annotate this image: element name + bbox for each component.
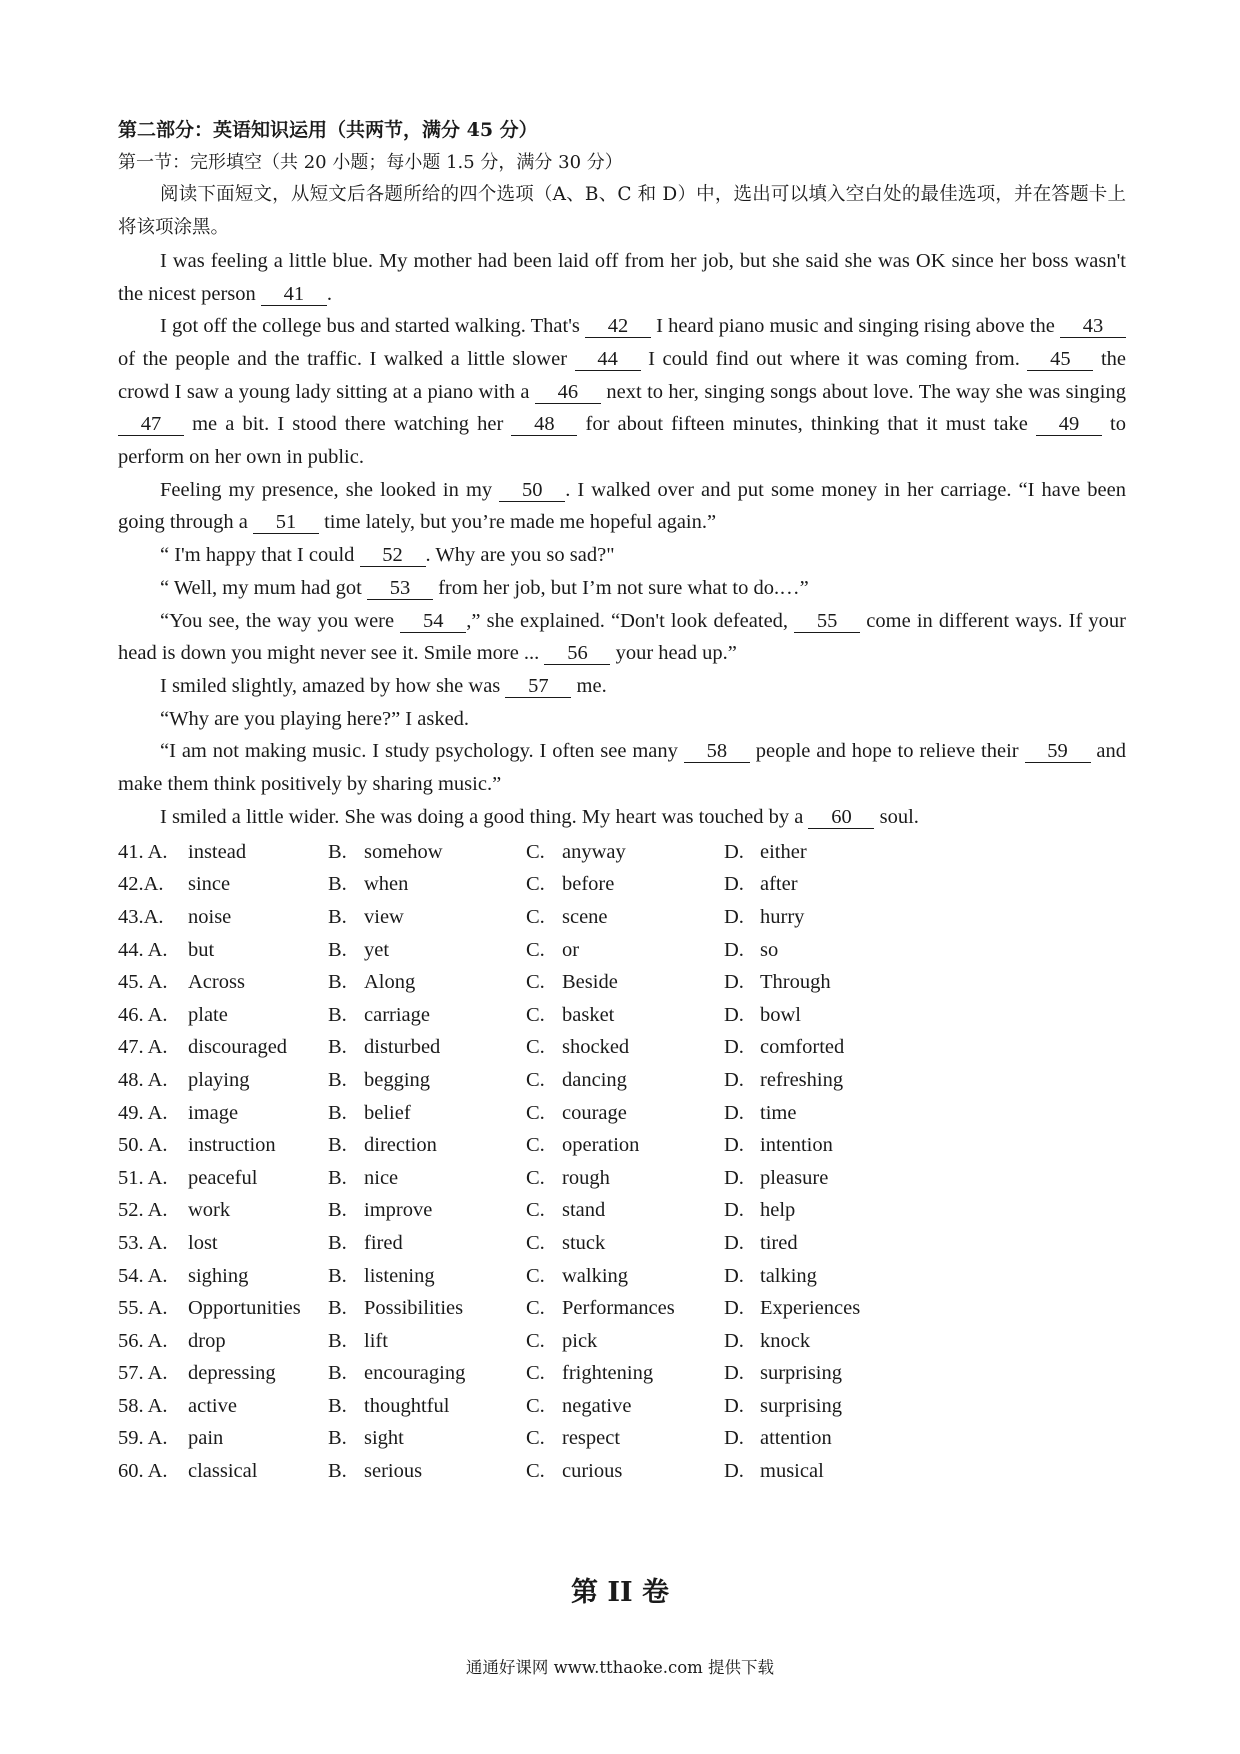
question-number: 41. A. — [118, 840, 168, 863]
option-choice-4 — [724, 971, 974, 994]
choice-a: instead — [188, 840, 247, 863]
question-number: 53. A. — [118, 1231, 168, 1254]
choice-b: serious — [364, 1460, 423, 1483]
choice-b: disturbed — [364, 1036, 441, 1059]
option-choice-4 — [724, 1395, 974, 1418]
option-row — [118, 1195, 1126, 1228]
question-number: 56. A. — [118, 1329, 168, 1352]
question-number: 49. A. — [118, 1101, 168, 1124]
blank-59: 59 — [1025, 740, 1091, 763]
option-choice-3 — [526, 939, 724, 962]
option-choice-2 — [328, 1167, 526, 1190]
choice-a: pain — [188, 1427, 224, 1450]
option-row — [118, 1292, 1126, 1325]
letter-d: D. — [724, 1264, 744, 1287]
option-row — [118, 1455, 1126, 1488]
instructions: 阅读下面短文，从短文后各题所给的四个选项（A、B、C 和 D）中，选出可以填入空白处的最佳选项，并在答题卡上将该项涂黑。 — [118, 184, 1126, 239]
letter-c: C. — [526, 1264, 545, 1287]
option-choice-4 — [724, 1102, 974, 1125]
option-row — [118, 1097, 1126, 1130]
choice-d: Through — [760, 971, 831, 994]
option-choice-3 — [526, 1036, 724, 1059]
choice-c: Beside — [562, 971, 618, 994]
option-choice-3 — [526, 1167, 724, 1190]
option-row — [118, 901, 1126, 934]
choice-b: carriage — [364, 1003, 430, 1026]
option-choice-3 — [526, 1265, 724, 1288]
choice-b: when — [364, 873, 409, 896]
blank-48: 48 — [511, 413, 577, 436]
letter-c: C. — [526, 1427, 545, 1450]
letter-c: C. — [526, 873, 545, 896]
letter-d: D. — [724, 1460, 744, 1483]
blank-41: 41 — [261, 283, 327, 306]
option-choice-3 — [526, 971, 724, 994]
option-row — [118, 1325, 1126, 1358]
letter-b: B. — [328, 1134, 347, 1157]
letter-d: D. — [724, 1036, 744, 1059]
option-choice-4 — [724, 1330, 974, 1353]
option-choice-1 — [118, 906, 328, 929]
option-choice-3 — [526, 1232, 724, 1255]
option-choice-3 — [526, 1134, 724, 1157]
option-choice-2 — [328, 1297, 526, 1320]
option-row — [118, 1423, 1126, 1456]
letter-d: D. — [724, 905, 744, 928]
letter-c: C. — [526, 1394, 545, 1417]
option-choice-2 — [328, 1265, 526, 1288]
option-choice-3 — [526, 1362, 724, 1385]
choice-d: Experiences — [760, 1297, 861, 1320]
letter-c: C. — [526, 971, 545, 994]
choice-a: peaceful — [188, 1166, 258, 1189]
option-row — [118, 836, 1126, 869]
letter-d: D. — [724, 971, 744, 994]
choice-a: classical — [188, 1460, 258, 1483]
question-number: 44. A. — [118, 938, 168, 961]
letter-d: D. — [724, 1134, 744, 1157]
section-title: 第一节：完形填空（共 20 小题；每小题 1.5 分，满分 30 分） — [118, 151, 623, 173]
choice-a: depressing — [188, 1362, 276, 1385]
option-choice-1 — [118, 1199, 328, 1222]
choice-a: instruction — [188, 1134, 276, 1157]
question-number: 57. A. — [118, 1362, 168, 1385]
choice-b: Along — [364, 971, 416, 994]
option-choice-3 — [526, 1460, 724, 1483]
option-choice-4 — [724, 906, 974, 929]
letter-c: C. — [526, 1101, 545, 1124]
option-choice-2 — [328, 971, 526, 994]
choice-c: stuck — [562, 1231, 606, 1254]
choice-d: after — [760, 873, 798, 896]
letter-d: D. — [724, 1329, 744, 1352]
choice-a: work — [188, 1199, 231, 1222]
letter-d: D. — [724, 1231, 744, 1254]
letter-b: B. — [328, 1264, 347, 1287]
choice-c: walking — [562, 1264, 629, 1287]
option-row — [118, 1129, 1126, 1162]
option-choice-2 — [328, 1036, 526, 1059]
option-choice-2 — [328, 1102, 526, 1125]
option-row — [118, 1162, 1126, 1195]
choice-d: tired — [760, 1231, 798, 1254]
blank-51: 51 — [253, 511, 319, 534]
blank-49: 49 — [1036, 413, 1102, 436]
choice-a: drop — [188, 1329, 226, 1352]
option-choice-3 — [526, 1297, 724, 1320]
letter-b: B. — [328, 1362, 347, 1385]
option-row — [118, 869, 1126, 902]
question-number: 42.A. — [118, 873, 164, 896]
option-choice-1 — [118, 1362, 328, 1385]
letter-d: D. — [724, 1394, 744, 1417]
option-choice-3 — [526, 1395, 724, 1418]
blank-58: 58 — [684, 740, 750, 763]
letter-b: B. — [328, 938, 347, 961]
option-row — [118, 1260, 1126, 1293]
option-choice-1 — [118, 971, 328, 994]
choice-c: or — [562, 938, 580, 961]
choice-d: knock — [760, 1329, 811, 1352]
choice-d: time — [760, 1101, 797, 1124]
question-number: 47. A. — [118, 1036, 168, 1059]
choice-d: hurry — [760, 905, 805, 928]
option-choice-1 — [118, 1134, 328, 1157]
option-choice-2 — [328, 1395, 526, 1418]
choice-d: surprising — [760, 1394, 842, 1417]
option-choice-1 — [118, 1232, 328, 1255]
letter-b: B. — [328, 1068, 347, 1091]
letter-b: B. — [328, 1329, 347, 1352]
blank-44: 44 — [575, 348, 641, 371]
passage-paragraph-2: I got off the college bus and started walking. That's 42 I heard piano music and singing rising above the 43 of the people and the traffic. I walked a little slower 44 I could find out where it was coming from. 45 the crowd I saw a young lady sitting at a piano with a 46 next to her, singing songs about love. The way she was singing 47 me a bit. I stood there watching her 48 for about fifteen minutes, thinking that it must take 49 to perform on her own in public. — [118, 315, 1126, 469]
blank-42: 42 — [585, 315, 651, 338]
choice-c: courage — [562, 1101, 627, 1124]
option-row — [118, 1227, 1126, 1260]
option-choice-2 — [328, 939, 526, 962]
option-choice-4 — [724, 1362, 974, 1385]
option-row — [118, 1358, 1126, 1391]
choice-b: view — [364, 905, 404, 928]
option-choice-4 — [724, 1134, 974, 1157]
passage-paragraph-9: “I am not making music. I study psychology. I often see many 58 people and hope to relieve their 59 and make them think positively by sharing music.” — [118, 740, 1127, 796]
choice-b: sight — [364, 1427, 404, 1450]
letter-c: C. — [526, 1231, 545, 1254]
letter-b: B. — [328, 1460, 347, 1483]
choice-c: basket — [562, 1003, 615, 1026]
option-choice-1 — [118, 1460, 328, 1483]
option-choice-3 — [526, 1102, 724, 1125]
choice-a: Opportunities — [188, 1297, 301, 1320]
choice-b: somehow — [364, 840, 443, 863]
choice-a: lost — [188, 1231, 218, 1254]
choice-c: rough — [562, 1166, 610, 1189]
passage-paragraph-10: I smiled a little wider. She was doing a good thing. My heart was touched by a 60 soul. — [160, 805, 919, 828]
choice-d: pleasure — [760, 1166, 829, 1189]
letter-c: C. — [526, 1166, 545, 1189]
option-choice-1 — [118, 1330, 328, 1353]
choice-d: comforted — [760, 1036, 845, 1059]
choice-c: operation — [562, 1134, 640, 1157]
choice-c: scene — [562, 905, 608, 928]
option-choice-4 — [724, 1069, 974, 1092]
letter-c: C. — [526, 1362, 545, 1385]
option-choice-3 — [526, 906, 724, 929]
choice-d: either — [760, 840, 807, 863]
option-choice-1 — [118, 1102, 328, 1125]
letter-d: D. — [724, 1068, 744, 1091]
option-choice-2 — [328, 1069, 526, 1092]
blank-45: 45 — [1027, 348, 1093, 371]
option-choice-1 — [118, 1265, 328, 1288]
option-choice-2 — [328, 1330, 526, 1353]
letter-b: B. — [328, 1036, 347, 1059]
letter-d: D. — [724, 1166, 744, 1189]
letter-c: C. — [526, 1460, 545, 1483]
footer-source: 通通好课网 www.tthaoke.com 提供下载 — [465, 1658, 775, 1677]
blank-60: 60 — [808, 806, 874, 829]
option-choice-2 — [328, 1199, 526, 1222]
option-choice-2 — [328, 841, 526, 864]
choice-d: talking — [760, 1264, 817, 1287]
option-choice-1 — [118, 841, 328, 864]
question-number: 52. A. — [118, 1199, 168, 1222]
choice-c: Performances — [562, 1297, 675, 1320]
choice-d: musical — [760, 1460, 824, 1483]
question-number: 45. A. — [118, 971, 168, 994]
option-choice-1 — [118, 1427, 328, 1450]
letter-b: B. — [328, 1166, 347, 1189]
option-choice-3 — [526, 873, 724, 896]
letter-b: B. — [328, 1199, 347, 1222]
choice-c: frightening — [562, 1362, 654, 1385]
choice-a: discouraged — [188, 1036, 288, 1059]
option-choice-4 — [724, 873, 974, 896]
letter-c: C. — [526, 1297, 545, 1320]
question-number: 43.A. — [118, 905, 164, 928]
choice-d: attention — [760, 1427, 832, 1450]
letter-b: B. — [328, 1427, 347, 1450]
blank-56: 56 — [544, 642, 610, 665]
option-choice-2 — [328, 1460, 526, 1483]
passage-paragraph-7: I smiled slightly, amazed by how she was 57 me. — [160, 674, 607, 697]
option-choice-4 — [724, 1460, 974, 1483]
blank-54: 54 — [400, 610, 466, 633]
option-choice-1 — [118, 873, 328, 896]
choice-d: so — [760, 938, 779, 961]
option-choice-2 — [328, 1427, 526, 1450]
choice-a: plate — [188, 1003, 228, 1026]
choice-b: yet — [364, 938, 390, 961]
blank-57: 57 — [505, 675, 571, 698]
letter-d: D. — [724, 1199, 744, 1222]
choice-c: respect — [562, 1427, 621, 1450]
option-choice-3 — [526, 1199, 724, 1222]
blank-47: 47 — [118, 413, 184, 436]
choice-d: intention — [760, 1134, 833, 1157]
letter-d: D. — [724, 1003, 744, 1026]
choice-b: thoughtful — [364, 1394, 450, 1417]
question-number: 58. A. — [118, 1394, 168, 1417]
letter-d: D. — [724, 873, 744, 896]
passage-paragraph-3: Feeling my presence, she looked in my 50 . I walked over and put some money in her carriage. “I have been going through a 51 time lately, but you’re made me hopeful again.” — [118, 478, 1126, 534]
letter-d: D. — [724, 938, 744, 961]
letter-b: B. — [328, 1101, 347, 1124]
choice-d: bowl — [760, 1003, 801, 1026]
choice-d: help — [760, 1199, 796, 1222]
letter-c: C. — [526, 1329, 545, 1352]
question-number: 55. A. — [118, 1297, 168, 1320]
letter-b: B. — [328, 1231, 347, 1254]
option-choice-4 — [724, 1297, 974, 1320]
choice-c: shocked — [562, 1036, 630, 1059]
option-choice-4 — [724, 1265, 974, 1288]
blank-46: 46 — [535, 381, 601, 404]
passage-paragraph-8: “Why are you playing here?” I asked. — [160, 707, 470, 730]
option-choice-2 — [328, 906, 526, 929]
letter-d: D. — [724, 1101, 744, 1124]
option-row — [118, 999, 1126, 1032]
letter-c: C. — [526, 840, 545, 863]
choice-c: negative — [562, 1394, 632, 1417]
choice-b: lift — [364, 1329, 388, 1352]
option-choice-1 — [118, 1167, 328, 1190]
letter-b: B. — [328, 971, 347, 994]
option-row — [118, 934, 1126, 967]
choice-b: direction — [364, 1134, 437, 1157]
part-title: 第二部分：英语知识运用（共两节，满分 45 分） — [118, 119, 538, 141]
choice-c: pick — [562, 1329, 598, 1352]
choice-b: listening — [364, 1264, 435, 1287]
option-choice-3 — [526, 1004, 724, 1027]
letter-b: B. — [328, 905, 347, 928]
letter-b: B. — [328, 1297, 347, 1320]
blank-43: 43 — [1060, 315, 1126, 338]
option-choice-4 — [724, 841, 974, 864]
option-choice-2 — [328, 1004, 526, 1027]
choice-a: since — [188, 873, 231, 896]
blank-55: 55 — [794, 610, 860, 633]
option-choice-1 — [118, 1297, 328, 1320]
blank-53: 53 — [367, 577, 433, 600]
letter-c: C. — [526, 1036, 545, 1059]
choice-d: surprising — [760, 1362, 842, 1385]
letter-d: D. — [724, 1362, 744, 1385]
choice-a: Across — [188, 971, 245, 994]
option-choice-2 — [328, 1232, 526, 1255]
blank-50: 50 — [499, 479, 565, 502]
question-number: 60. A. — [118, 1460, 168, 1483]
choice-b: begging — [364, 1068, 431, 1091]
choice-c: dancing — [562, 1068, 627, 1091]
option-choice-1 — [118, 1004, 328, 1027]
choice-a: noise — [188, 905, 232, 928]
option-choice-4 — [724, 1427, 974, 1450]
question-number: 59. A. — [118, 1427, 168, 1450]
letter-b: B. — [328, 1003, 347, 1026]
letter-c: C. — [526, 1134, 545, 1157]
choice-b: belief — [364, 1101, 411, 1124]
option-row — [118, 1064, 1126, 1097]
option-choice-4 — [724, 1167, 974, 1190]
letter-d: D. — [724, 840, 744, 863]
option-choice-4 — [724, 939, 974, 962]
option-choice-2 — [328, 1134, 526, 1157]
section-heading: 第 II 卷 — [570, 1577, 670, 1608]
passage-paragraph-5: “ Well, my mum had got 53 from her job, but I’m not sure what to do.…” — [160, 576, 809, 599]
option-choice-4 — [724, 1232, 974, 1255]
option-row — [118, 966, 1126, 999]
blank-52: 52 — [360, 544, 426, 567]
choice-a: playing — [188, 1068, 250, 1091]
letter-d: D. — [724, 1297, 744, 1320]
option-choice-1 — [118, 1069, 328, 1092]
option-choice-4 — [724, 1004, 974, 1027]
choice-a: active — [188, 1394, 237, 1417]
choice-d: refreshing — [760, 1068, 844, 1091]
choice-b: nice — [364, 1166, 399, 1189]
passage-paragraph-4: “ I'm happy that I could 52 . Why are you so sad?" — [160, 544, 615, 567]
option-choice-3 — [526, 1330, 724, 1353]
option-choice-3 — [526, 841, 724, 864]
choice-b: improve — [364, 1199, 433, 1222]
option-choice-1 — [118, 1036, 328, 1059]
option-choice-3 — [526, 1427, 724, 1450]
choice-b: fired — [364, 1231, 403, 1254]
letter-c: C. — [526, 1068, 545, 1091]
letter-c: C. — [526, 1003, 545, 1026]
choice-c: anyway — [562, 840, 626, 863]
option-choice-1 — [118, 1395, 328, 1418]
letter-b: B. — [328, 1394, 347, 1417]
cloze-section — [118, 114, 1126, 833]
letter-b: B. — [328, 840, 347, 863]
choice-c: before — [562, 873, 615, 896]
option-choice-4 — [724, 1036, 974, 1059]
choice-c: stand — [562, 1199, 606, 1222]
option-choice-1 — [118, 939, 328, 962]
option-choice-3 — [526, 1069, 724, 1092]
answer-options — [118, 836, 1126, 1488]
option-row — [118, 1390, 1126, 1423]
choice-b: encouraging — [364, 1362, 466, 1385]
letter-d: D. — [724, 1427, 744, 1450]
option-choice-2 — [328, 1362, 526, 1385]
choice-a: sighing — [188, 1264, 249, 1287]
question-number: 46. A. — [118, 1003, 168, 1026]
option-choice-4 — [724, 1199, 974, 1222]
letter-c: C. — [526, 905, 545, 928]
question-number: 51. A. — [118, 1166, 168, 1189]
question-number: 48. A. — [118, 1068, 168, 1091]
choice-a: image — [188, 1101, 239, 1124]
choice-a: but — [188, 938, 215, 961]
option-choice-2 — [328, 873, 526, 896]
letter-b: B. — [328, 873, 347, 896]
choice-c: curious — [562, 1460, 623, 1483]
question-number: 54. A. — [118, 1264, 168, 1287]
letter-c: C. — [526, 938, 545, 961]
letter-c: C. — [526, 1199, 545, 1222]
question-number: 50. A. — [118, 1134, 168, 1157]
option-row — [118, 1032, 1126, 1065]
passage-paragraph-6: “You see, the way you were 54 ,” she explained. “Don't look defeated, 55 come in different ways. If your head is down you might never see it. Smile more ... 56 your head up.” — [118, 609, 1126, 665]
choice-b: Possibilities — [364, 1297, 464, 1320]
passage-paragraph-1: I was feeling a little blue. My mother had been laid off from her job, but she said she was OK since her boss wasn't the nicest person 41 . — [118, 249, 1126, 305]
